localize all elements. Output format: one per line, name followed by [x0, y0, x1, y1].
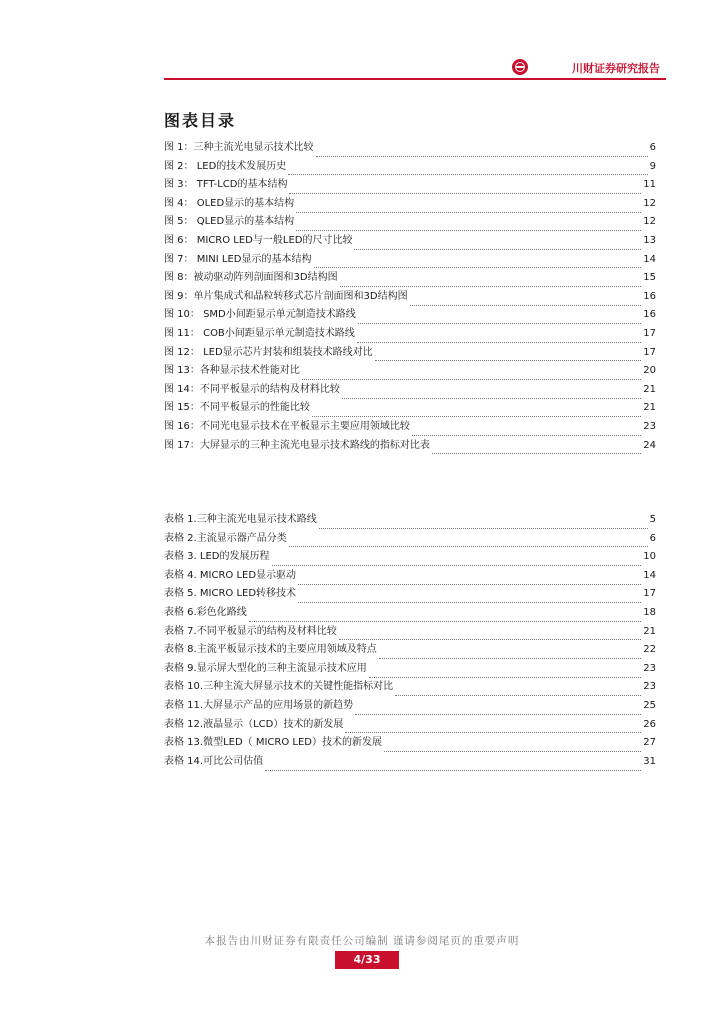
figure-entry-page: 13 — [643, 234, 656, 246]
leader-dots — [379, 648, 642, 659]
table-entry[interactable] — [164, 604, 656, 623]
brand-logo-icon — [512, 59, 528, 75]
table-entry-page: 18 — [643, 606, 656, 618]
leader-dots — [249, 611, 642, 622]
leader-dots — [412, 425, 641, 436]
figure-entry[interactable] — [164, 381, 656, 400]
figure-entry-page: 21 — [643, 383, 656, 395]
table-entry[interactable] — [164, 585, 656, 604]
leader-dots — [314, 257, 642, 268]
figure-entry[interactable] — [164, 399, 656, 418]
leader-dots — [395, 685, 641, 696]
table-entry[interactable] — [164, 716, 656, 735]
figure-entry[interactable] — [164, 139, 656, 158]
table-list — [164, 511, 656, 771]
figure-entry-page: 17 — [643, 327, 656, 339]
figure-entry[interactable] — [164, 251, 656, 270]
figure-entry[interactable] — [164, 344, 656, 363]
figure-entry-page: 6 — [649, 142, 656, 153]
leader-dots — [289, 183, 641, 194]
table-entry[interactable] — [164, 567, 656, 586]
table-entry-page: 21 — [643, 625, 656, 637]
leader-dots — [410, 295, 642, 306]
figure-entry-label: 图 9：单片集成式和晶粒转移式芯片剖面图和3D结构图 — [164, 290, 408, 302]
table-entry-page: 26 — [643, 718, 656, 730]
leader-dots — [345, 722, 641, 733]
figure-entry[interactable] — [164, 288, 656, 307]
table-entry-page: 27 — [643, 737, 656, 749]
table-entry-label: 表格 6.彩色化路线 — [164, 606, 247, 618]
table-entry-label: 表格 10.三种主流大屏显示技术的关键性能指标对比 — [164, 681, 394, 693]
leader-dots — [289, 536, 648, 547]
table-entry[interactable] — [164, 548, 656, 567]
leader-dots — [312, 406, 641, 417]
leader-dots — [265, 760, 641, 771]
leader-dots — [342, 388, 641, 399]
table-entry[interactable] — [164, 697, 656, 716]
leader-dots — [355, 704, 641, 715]
figure-entry-page: 9 — [649, 160, 656, 172]
figure-entry-page: 16 — [643, 290, 656, 302]
figure-entry-page: 21 — [643, 402, 656, 414]
figure-entry-label: 图 1：三种主流光电显示技术比较 — [164, 142, 314, 153]
leader-dots — [340, 276, 642, 287]
table-entry-label: 表格 11.大屏显示产品的应用场景的新趋势 — [164, 699, 354, 711]
figure-entry[interactable] — [164, 232, 656, 251]
header-brand-title: 川财证券研究报告 — [572, 62, 660, 75]
figure-entry-label: 图 16：不同光电显示技术在平板显示主要应用领域比较 — [164, 420, 410, 432]
figure-entry-page: 23 — [643, 420, 656, 432]
figure-entry-label: 图 8：被动驱动阵列剖面图和3D结构图 — [164, 272, 338, 284]
figure-entry-page: 11 — [643, 179, 656, 191]
figure-entry-page: 24 — [643, 439, 656, 451]
table-entry-label: 表格 5. MICRO LED转移技术 — [164, 588, 297, 600]
figure-entry[interactable] — [164, 195, 656, 214]
table-entry-label: 表格 7.不同平板显示的结构及材料比较 — [164, 625, 337, 637]
figure-entry[interactable] — [164, 325, 656, 344]
table-entry[interactable] — [164, 641, 656, 660]
table-entry-page: 23 — [643, 662, 656, 674]
figure-entry-page: 12 — [643, 216, 656, 228]
figure-entry-page: 12 — [643, 197, 656, 209]
table-entry-page: 10 — [643, 551, 656, 563]
table-entry[interactable] — [164, 734, 656, 753]
table-entry-page: 23 — [643, 681, 656, 693]
leader-dots — [296, 220, 641, 231]
figure-entry-label: 图 10： SMD小间距显示单元制造技术路线 — [164, 309, 356, 321]
figure-entry[interactable] — [164, 176, 656, 195]
leader-dots — [298, 592, 641, 603]
leader-dots — [298, 574, 641, 585]
table-entry-page: 31 — [643, 755, 656, 767]
figure-entry[interactable] — [164, 269, 656, 288]
table-entry[interactable] — [164, 511, 656, 530]
figure-list — [164, 139, 656, 455]
leader-dots — [358, 313, 642, 324]
table-entry-label: 表格 4. MICRO LED显示驱动 — [164, 569, 297, 581]
figure-entry[interactable] — [164, 362, 656, 381]
figure-entry-label: 图 2： LED的技术发展历史 — [164, 160, 287, 172]
figure-entry-label: 图 13：各种显示技术性能对比 — [164, 365, 300, 377]
table-entry-label: 表格 9.显示屏大型化的三种主流显示技术应用 — [164, 662, 367, 674]
figure-entry-page: 17 — [643, 346, 656, 358]
figure-entry-label: 图 14：不同平板显示的结构及材料比较 — [164, 383, 340, 395]
figure-entry-label: 图 17：大屏显示的三种主流光电显示技术路线的指标对比表 — [164, 439, 430, 451]
table-entry[interactable] — [164, 753, 656, 772]
table-entry-label: 表格 2.主流显示器产品分类 — [164, 532, 287, 544]
leader-dots — [288, 164, 647, 175]
figure-entry-label: 图 15：不同平板显示的性能比较 — [164, 402, 310, 414]
figure-entry-page: 16 — [643, 309, 656, 321]
figure-entry-page: 15 — [643, 272, 656, 284]
table-entry-page: 5 — [649, 514, 656, 525]
figure-entry[interactable] — [164, 306, 656, 325]
figure-entry[interactable] — [164, 418, 656, 437]
leader-dots — [319, 518, 648, 529]
table-entry-label: 表格 12.液晶显示（LCD）技术的新发展 — [164, 718, 344, 730]
page-header — [164, 56, 666, 80]
figure-entry[interactable] — [164, 213, 656, 232]
leader-dots — [357, 332, 641, 343]
leader-dots — [375, 350, 642, 361]
table-entry-page: 17 — [643, 588, 656, 600]
leader-dots — [384, 741, 641, 752]
figure-entry[interactable] — [164, 437, 656, 456]
figure-entry-page: 14 — [643, 253, 656, 265]
leader-dots — [296, 202, 641, 213]
leader-dots — [354, 239, 641, 250]
leader-dots — [369, 667, 642, 678]
header-divider — [164, 78, 666, 80]
table-entry-page: 25 — [643, 699, 656, 711]
table-entry-label: 表格 8.主流平板显示技术的主要应用领域及特点 — [164, 644, 377, 656]
leader-dots — [316, 146, 648, 157]
table-entry-page: 22 — [643, 644, 656, 656]
table-entry-page: 6 — [649, 532, 656, 544]
table-entry[interactable] — [164, 530, 656, 549]
figure-entry-label: 图 12： LED显示芯片封装和组装技术路线对比 — [164, 346, 373, 358]
figure-entry[interactable] — [164, 158, 656, 177]
page-number-badge: 4/33 — [335, 951, 399, 969]
table-entry-label: 表格 13.微型LED（ MICRO LED）技术的新发展 — [164, 737, 382, 749]
leader-dots — [272, 555, 642, 566]
table-entry-label: 表格 14.可比公司估值 — [164, 755, 264, 767]
toc-title: 图表目录 — [164, 111, 237, 130]
table-entry-label: 表格 3. LED的发展历程 — [164, 551, 270, 563]
figure-entry-page: 20 — [643, 365, 656, 377]
leader-dots — [432, 443, 641, 454]
figure-entry-label: 图 3： TFT-LCD的基本结构 — [164, 179, 288, 191]
table-entry[interactable] — [164, 660, 656, 679]
figure-entry-label: 图 11： COB小间距显示单元制造技术路线 — [164, 327, 355, 339]
figure-entry-label: 图 6： MICRO LED与一般LED的尺寸比较 — [164, 234, 353, 246]
footer-disclaimer: 本报告由川财证券有限责任公司编制 谨请参阅尾页的重要声明 — [204, 935, 520, 947]
table-entry[interactable] — [164, 678, 656, 697]
table-entry-label: 表格 1.三种主流光电显示技术路线 — [164, 514, 317, 525]
figure-entry-label: 图 5： QLED显示的基本结构 — [164, 216, 295, 228]
figure-entry-label: 图 4： OLED显示的基本结构 — [164, 197, 295, 209]
table-entry[interactable] — [164, 623, 656, 642]
leader-dots — [302, 369, 641, 380]
figure-entry-label: 图 7： MINI LED显示的基本结构 — [164, 253, 312, 265]
leader-dots — [339, 629, 642, 640]
table-entry-page: 14 — [643, 569, 656, 581]
